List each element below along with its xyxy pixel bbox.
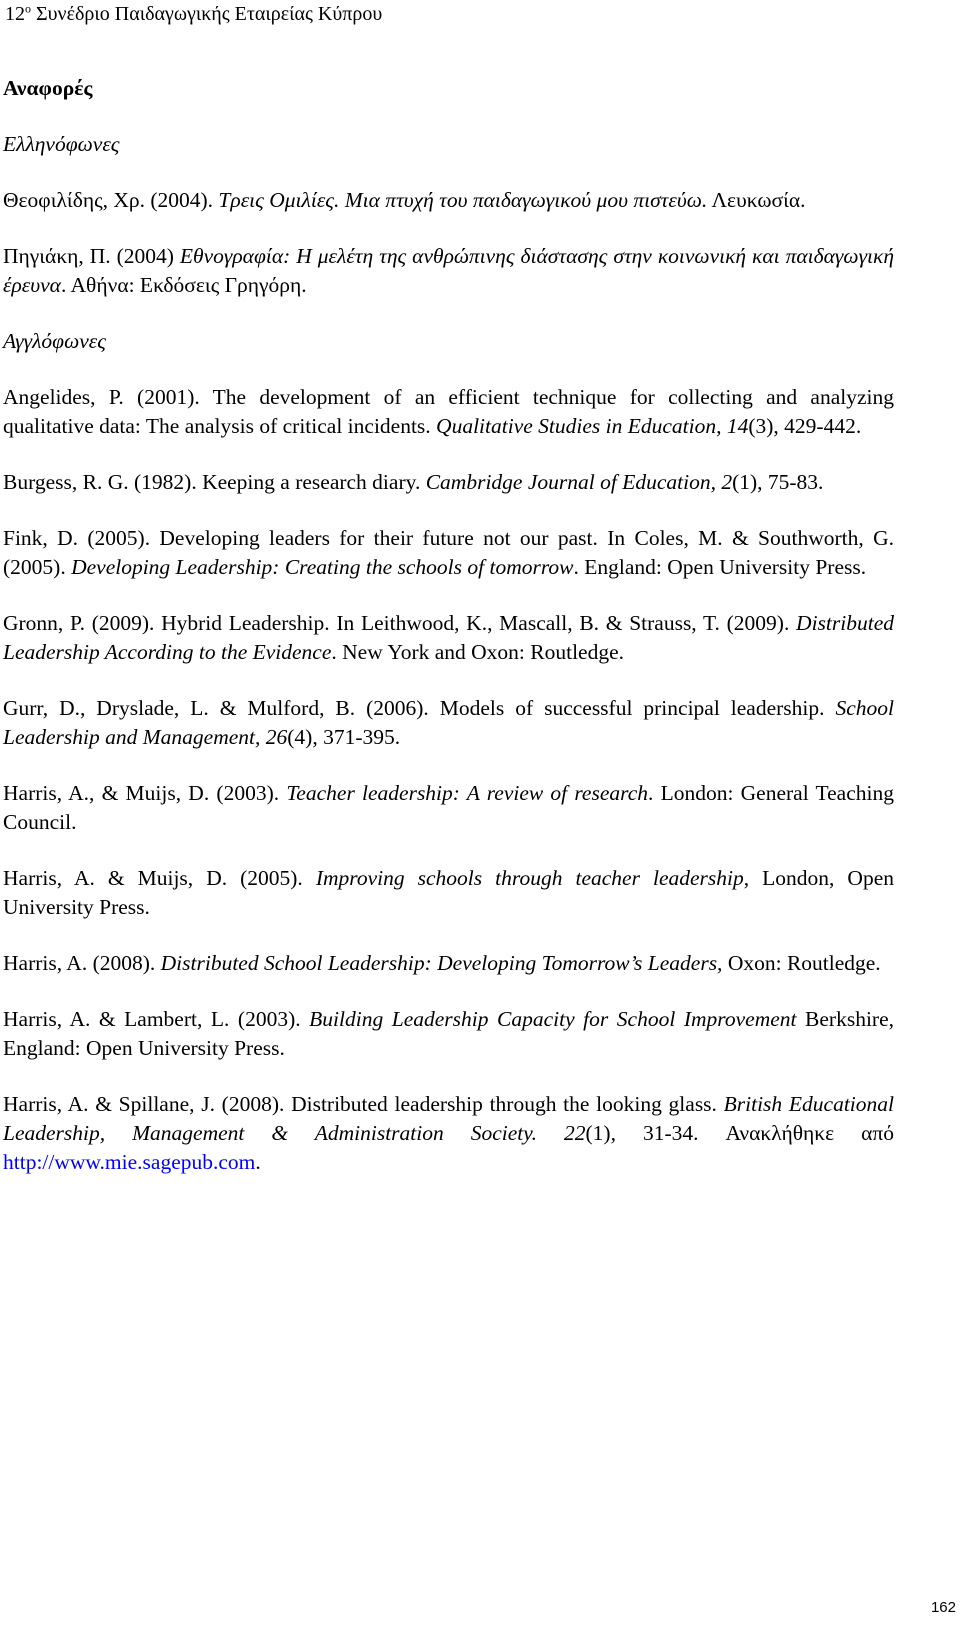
reference-italic-text: Building Leadership Capacity for School Improvement [309, 1007, 797, 1031]
english-references-heading: Αγγλόφωνες [3, 329, 106, 353]
page-number: 162 [930, 1599, 956, 1616]
reference-entry [3, 949, 894, 978]
references-title: Αναφορές [3, 76, 93, 100]
reference-text: . New York and Oxon: Routledge. [331, 640, 625, 664]
reference-italic-text: Developing Leadership: Creating the schools of tomorrow [71, 555, 574, 579]
reference-text: (4), 371-395. [287, 725, 401, 749]
header-number: 12 [5, 3, 25, 25]
reference-text: (1), 31-34. Ανακλήθηκε από [585, 1121, 894, 1145]
reference-text: Fink, D. (2005). Developing leaders for their future not our past. In Coles, M. & Southworth, G. (2005). [3, 526, 894, 579]
header-superscript: ο [25, 1, 31, 16]
reference-entry [3, 1090, 894, 1177]
reference-entry [3, 186, 894, 215]
reference-text: Harris, A. & Muijs, D. (2005). [3, 866, 316, 890]
reference-entry [3, 779, 894, 837]
greek-references-list [3, 186, 894, 300]
reference-text: Πηγιάκη, Π. (2004) [3, 244, 180, 268]
reference-text: (1), 75-83. [732, 470, 824, 494]
reference-link[interactable]: http://www.mie.sagepub.com [3, 1150, 256, 1174]
reference-entry [3, 242, 894, 300]
reference-entry [3, 1005, 894, 1063]
reference-italic-text: Teacher leadership: A review of research [286, 781, 648, 805]
reference-text: . England: Open University Press. [573, 555, 867, 579]
reference-text: . [255, 1150, 261, 1174]
reference-entry [3, 524, 894, 582]
reference-italic-text: Distributed Leadership According to the Evidence [3, 611, 894, 664]
english-references-list [3, 383, 894, 1177]
reference-text: Θεοφιλίδης, Χρ. (2004). [3, 188, 219, 212]
reference-text: Gronn, P. (2009). Hybrid Leadership. In Leithwood, K., Mascall, B. & Strauss, T. (2009). [3, 611, 797, 635]
reference-text: Harris, A. (2008). [3, 951, 161, 975]
reference-italic-text: Τρεις Ομιλίες. Μια πτυχή του παιδαγωγικού μου πιστεύω. [218, 188, 708, 212]
reference-italic-text: Improving schools through teacher leadership [315, 866, 744, 890]
reference-entry [3, 383, 894, 441]
reference-text: . London: General Teaching Council. [3, 781, 894, 834]
reference-entry [3, 864, 894, 922]
reference-text: . Αθήνα: Εκδόσεις Γρηγόρη. [60, 273, 307, 297]
reference-italic-text: Distributed School Leadership: Developing Tomorrow’s Leaders, [160, 951, 723, 975]
reference-text: Harris, A. & Spillane, J. (2008). Distributed leadership through the looking glass. [3, 1092, 724, 1116]
reference-text: Gurr, D., Dryslade, L. & Mulford, B. (2006). Models of successful principal leadership. [3, 696, 836, 720]
reference-text: Harris, A., & Muijs, D. (2003). [3, 781, 287, 805]
reference-text: Oxon: Routledge. [722, 951, 881, 975]
reference-text: Burgess, R. G. (1982). Keeping a research diary. [3, 470, 426, 494]
greek-references-heading: Ελληνόφωνες [3, 132, 120, 156]
reference-text: Angelides, P. (2001). The development of an efficient technique for collecting and analyzing qualitative data: The analysis of critical incidents. [3, 385, 894, 438]
reference-italic-text: School Leadership and Management, 26 [3, 696, 894, 749]
reference-text: (3), 429-442. [748, 414, 862, 438]
references-content [3, 74, 894, 1204]
reference-text: Harris, A. & Lambert, L. (2003). [3, 1007, 310, 1031]
reference-text: Berkshire, England: Open University Press. [3, 1007, 894, 1060]
reference-entry [3, 609, 894, 667]
reference-italic-text: Εθνογραφία: Η μελέτη της ανθρώπινης διάστασης στην κοινωνική και παιδαγωγική έρευνα [3, 244, 894, 297]
reference-entry [3, 468, 894, 497]
reference-italic-text: Qualitative Studies in Education, 14 [436, 414, 749, 438]
reference-text: , London, Open University Press. [3, 866, 894, 919]
reference-italic-text: Cambridge Journal of Education, 2 [425, 470, 733, 494]
reference-text: Λευκωσία. [707, 188, 806, 212]
page-header [5, 0, 382, 28]
reference-italic-text: British Educational Leadership, Management & Administration Society. 22 [3, 1092, 894, 1145]
reference-entry [3, 694, 894, 752]
header-text: Συνέδριο Παιδαγωγικής Εταιρείας Κύπρου [31, 3, 383, 25]
